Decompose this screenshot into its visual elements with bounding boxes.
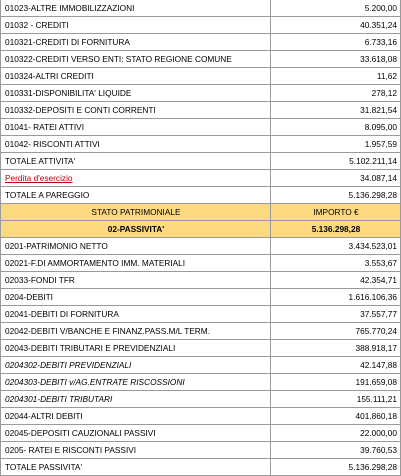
row-label: 02043-DEBITI TRIBUTARI E PREVIDENZIALI [1, 340, 271, 357]
table-row[interactable] [1, 306, 401, 323]
row-amount: 278,12 [271, 85, 401, 102]
table-row[interactable] [1, 238, 401, 255]
table-header-row [1, 204, 401, 221]
table-row[interactable] [1, 442, 401, 459]
row-amount: 765.770,24 [271, 323, 401, 340]
section-row [1, 221, 401, 238]
row-amount: 5.136.298,28 [271, 187, 401, 204]
row-label: 01041- RATEI ATTIVI [1, 119, 271, 136]
row-label: 0204-DEBITI [1, 289, 271, 306]
row-amount: 3.553,67 [271, 255, 401, 272]
table-row[interactable] [1, 289, 401, 306]
row-amount: 401.860,18 [271, 408, 401, 425]
table-row[interactable] [1, 119, 401, 136]
row-label: 02041-DEBITI DI FORNITURA [1, 306, 271, 323]
row-label: 0201-PATRIMONIO NETTO [1, 238, 271, 255]
total-row[interactable] [1, 459, 401, 476]
row-amount: 34.087,14 [271, 170, 401, 187]
row-label: 010332-DEPOSITI E CONTI CORRENTI [1, 102, 271, 119]
table-row[interactable] [1, 85, 401, 102]
row-amount: 31.821,54 [271, 102, 401, 119]
row-label: 0204301-DEBITI TRIBUTARI [1, 391, 271, 408]
row-amount: 22.000,00 [271, 425, 401, 442]
row-label: TOTALE PASSIVITA' [1, 459, 271, 476]
table-row[interactable] [1, 17, 401, 34]
table-row[interactable] [1, 255, 401, 272]
table-row[interactable] [1, 340, 401, 357]
row-amount: 5.102.211,14 [271, 153, 401, 170]
table-row[interactable] [1, 272, 401, 289]
section-amount: 5.136.298,28 [271, 221, 401, 238]
row-amount: 39.760,53 [271, 442, 401, 459]
row-label: 0205- RATEI E RISCONTI PASSIVI [1, 442, 271, 459]
table-row[interactable] [1, 51, 401, 68]
row-label: 0204302-DEBITI PREVIDENZIALI [1, 357, 271, 374]
row-label: Perdita d'esercizio [1, 170, 271, 187]
row-amount: 40.351,24 [271, 17, 401, 34]
row-amount: 191.659,08 [271, 374, 401, 391]
row-label: 010324-ALTRI CREDITI [1, 68, 271, 85]
row-amount: 1.957,59 [271, 136, 401, 153]
table-row[interactable] [1, 136, 401, 153]
row-label: 02044-ALTRI DEBITI [1, 408, 271, 425]
row-label: 02033-FONDI TFR [1, 272, 271, 289]
section-label: 02-PASSIVITA' [1, 221, 271, 238]
row-label: 01042- RISCONTI ATTIVI [1, 136, 271, 153]
row-label: 01023-ALTRE IMMOBILIZZAZIONI [1, 0, 271, 17]
table-row[interactable] [1, 68, 401, 85]
row-amount: 8.095,00 [271, 119, 401, 136]
row-label: 02042-DEBITI V/BANCHE E FINANZ.PASS.M/L TERM. [1, 323, 271, 340]
table-row[interactable] [1, 357, 401, 374]
table-row[interactable] [1, 323, 401, 340]
table-row[interactable] [1, 374, 401, 391]
table-row[interactable] [1, 408, 401, 425]
total-row[interactable] [1, 187, 401, 204]
row-amount: 33.618,08 [271, 51, 401, 68]
row-label: 0204303-DEBITI v/AG.ENTRATE RISCOSSIONI [1, 374, 271, 391]
row-label: 010321-CREDITI DI FORNITURA [1, 34, 271, 51]
row-amount: 42.147,88 [271, 357, 401, 374]
table-row[interactable] [1, 0, 401, 17]
row-label: 010331-DISPONIBILITA' LIQUIDE [1, 85, 271, 102]
row-amount: 155.111,21 [271, 391, 401, 408]
row-amount: 1.616.106,36 [271, 289, 401, 306]
row-amount: 388.918,17 [271, 340, 401, 357]
column-header-label: STATO PATRIMONIALE [1, 204, 271, 221]
row-amount: 6.733,16 [271, 34, 401, 51]
row-amount: 37.557,77 [271, 306, 401, 323]
row-label: 010322-CREDITI VERSO ENTI: STATO REGIONE COMUNE [1, 51, 271, 68]
row-amount: 11,62 [271, 68, 401, 85]
row-amount: 5.136.298,28 [271, 459, 401, 476]
total-row[interactable] [1, 153, 401, 170]
row-label: 01032 - CREDITI [1, 17, 271, 34]
row-label: TOTALE A PAREGGIO [1, 187, 271, 204]
row-amount: 5.200,00 [271, 0, 401, 17]
loss-row[interactable] [1, 170, 401, 187]
table-row[interactable] [1, 102, 401, 119]
table-row[interactable] [1, 425, 401, 442]
row-label: TOTALE ATTIVITA' [1, 153, 271, 170]
table-row[interactable] [1, 34, 401, 51]
row-label: 02021-F.DI AMMORTAMENTO IMM. MATERIALI [1, 255, 271, 272]
row-amount: 42.354,71 [271, 272, 401, 289]
row-amount: 3.434.523,01 [271, 238, 401, 255]
row-label: 02045-DEPOSITI CAUZIONALI PASSIVI [1, 425, 271, 442]
column-header-amount: IMPORTO € [271, 204, 401, 221]
table-row[interactable] [1, 391, 401, 408]
